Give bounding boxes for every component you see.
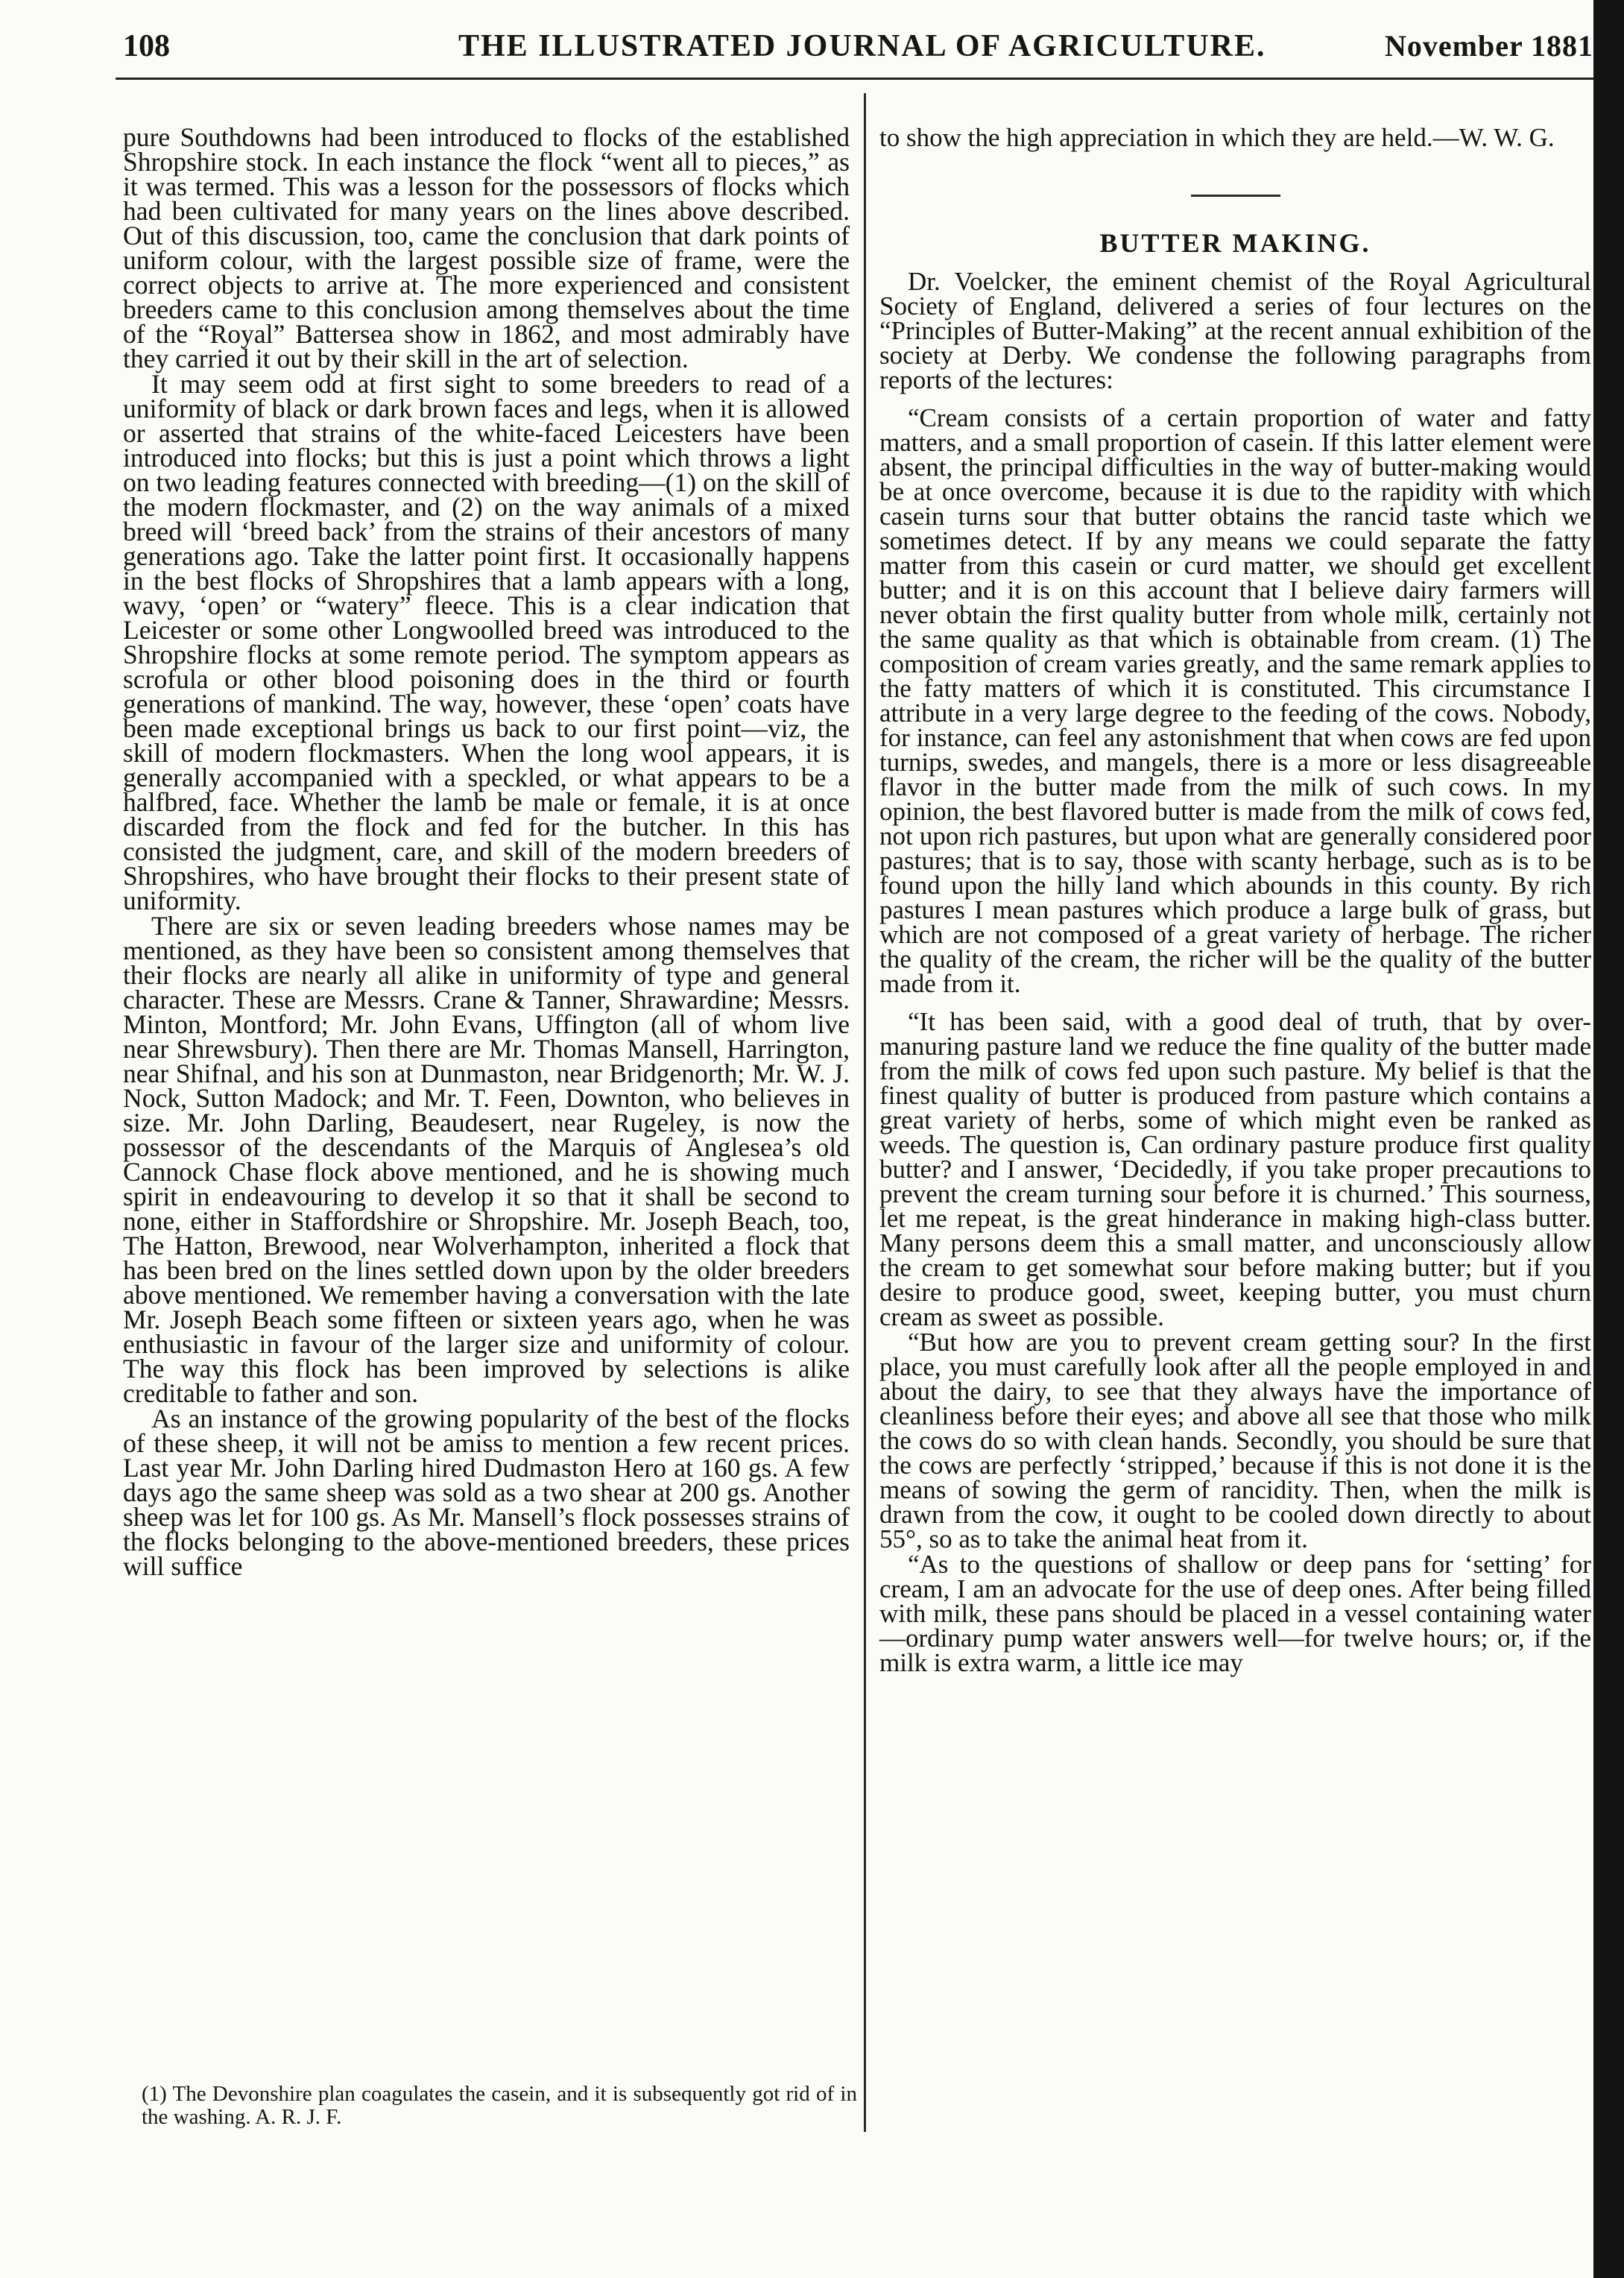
footnote: (1) The Devonshire plan coagulates the casein, and it is subsequently got rid of in the washing. A. R. J. F. bbox=[142, 2082, 857, 2129]
right-column bbox=[879, 125, 1591, 1675]
page-header bbox=[116, 22, 1595, 75]
issue-date: November 1881 bbox=[1385, 29, 1593, 63]
journal-title: THE ILLUSTRATED JOURNAL OF AGRICULTURE. bbox=[458, 29, 1266, 63]
article-title: BUTTER MAKING. bbox=[1099, 228, 1371, 258]
paragraph: “Cream consists of a certain proportion of water and fatty matters, and a small proportion of casein. If this latter element were absent, the principal difficulties in the way of butter-making would be at once overcome, because it is due to the rapidity with which casein turns sour that butter obtains the rancid taste which we sometimes detect. If by any means we could separate the fatty matter from this casein or curd matter, we should get excellent butter; and it is on this account that I believe dairy farmers will never obtain the first quality butter from whole milk, certainly not the same quality as that which is obtainable from cream. (1) The composition of cream varies greatly, and the same remark applies to the fatty matters of which it is constituted. This circumstance I attribute in a very large degree to the feeding of the cows. Nobody, for instance, can feel any astonishment that when cows are fed upon turnips, swedes, and mangels, there is a more or less disagreeable flavor in the butter made from the milk of such cows. In my opinion, the best flavored butter is made from the milk of cows fed, not upon rich pastures, but upon what are generally considered poor pastures; that is to say, those with scanty herbage, such as is to be found upon the hilly land which abounds in this county. By rich pastures I mean pastures which produce a large bulk of grass, but which are not composed of a great variety of herbage. The richer the quality of the cream, the richer will be the quality of the butter made from it. bbox=[879, 403, 1591, 998]
paragraph: pure Southdowns had been introduced to flocks of the established Shropshire stock. In each instance the flock “went all to pieces,” as it was termed. This was a lesson for the possessors of flocks which had been cultivated for many years on the lines above described. Out of this discussion, too, came the conclusion that dark points of uniform colour, with the largest possible size of frame, were the correct objects to arrive at. The more experienced and consistent breeders came to this conclusion among themselves about the time of the “Royal” Battersea show in 1862, and most admirably have they carried it out by their skill in the art of selection. bbox=[123, 122, 850, 373]
paragraph: “It has been said, with a good deal of truth, that by over-manuring pasture land we reduce the fine quality of the butter made from the milk of cows fed upon such pasture. My belief is that the finest quality of butter is produced from pasture which contains a great variety of herbs, some of which might even be ranked as weeds. The question is, Can ordinary pasture produce first quality butter? and I answer, ‘Decidedly, if you take proper precautions to prevent the cream turning sour before it is churned.’ This sourness, let me repeat, is the great hinderance in making high-class butter. Many persons deem this a small matter, and unconsciously allow the cream to get somewhat sour before making butter; but if you desire to produce good, sweet, keeping butter, you must churn cream as sweet as possible. bbox=[879, 1007, 1591, 1331]
scan-edge-shadow bbox=[1593, 0, 1624, 2278]
paragraph: “As to the questions of shallow or deep pans for ‘setting’ for cream, I am an advocate for the use of deep ones. After being filled with milk, these pans should be placed in a vessel containing water—ordinary pump water answers well—for twelve hours; or, if the milk is extra warm, a little ice may bbox=[879, 1550, 1591, 1677]
header-rule bbox=[116, 78, 1595, 80]
page-number: 108 bbox=[123, 29, 170, 63]
column-divider bbox=[864, 93, 866, 2132]
left-column bbox=[123, 122, 850, 1581]
paragraph: It may seem odd at first sight to some breeders to read of a uniformity of black or dark brown faces and legs, when it is allowed or asserted that strains of the white-faced Leicesters have been introduced into flocks; but this is just a point which throws a light on two leading features connected with breeding—(1) on the skill of the modern flockmaster, and (2) on the way animals of a mixed breed will ‘breed back’ from the strains of their ancestors of many generations ago. Take the latter point first. It occasionally happens in the best flocks of Shropshires that a lamb appears with a long, wavy, ‘open’ or “watery” fleece. This is a clear indication that Leicester or some other Longwoolled breed was introduced to the Shropshire flocks at some remote period. The symptom appears as scrofula or other blood poisoning does in the third or fourth generations of mankind. The way, however, these ‘open’ coats have been made exceptional brings us back to our first point—viz, the skill of modern flockmasters. When the long wool appears, it is generally accompanied with a speckled, or what appears to be a halfbred, face. Whether the lamb be male or female, it is at once discarded from the flock and fed for the butcher. In this has consisted the judgment, care, and skill of the modern breeders of Shropshires, who have brought their flocks to their present state of uniformity. bbox=[123, 369, 850, 915]
paragraph: “But how are you to prevent cream getting sour? In the first place, you must carefully look after all the people employed in and about the dairy, to see that they always have the importance of cleanliness before their eyes; and above all see that those who milk the cows do so with clean hands. Secondly, you should be sure that the cows are perfectly ‘stripped,’ because if this is not done it is the means of sowing the germ of rancidity. Then, when the milk is drawn from the cow, it ought to be cooled down directly to about 55°, so as to take the animal heat from it. bbox=[879, 1328, 1591, 1553]
paragraph: Dr. Voelcker, the eminent chemist of the Royal Agricultural Society of England, delivered a series of four lectures on the “Principles of Butter-Making” at the recent annual exhibition of the society at Derby. We condense the following paragraphs from reports of the lectures: bbox=[879, 267, 1591, 394]
paragraph: There are six or seven leading breeders whose names may be mentioned, as they have been so consistent among themselves that their flocks are nearly all alike in uniformity of type and general character. These are Messrs. Crane & Tanner, Shrawardine; Messrs. Minton, Montford; Mr. John Evans, Uffington (all of whom live near Shrewsbury). Then there are Mr. Thomas Mansell, Harrington, near Shifnal, and his son at Dunmaston, near Bridgenorth; Mr. W. J. Nock, Sutton Madock; and Mr. T. Feen, Downton, who believes in size. Mr. John Darling, Beaudesert, near Rugeley, is now the possessor of the descendants of the Marquis of Anglesea’s old Cannock Chase flock above mentioned, and he is showing much spirit in endeavouring to develop it so that it shall be second to none, either in Staffordshire or Shropshire. Mr. Joseph Beach, too, The Hatton, Brewood, near Wolverhampton, inherited a flock that has been bred on the lines settled down upon by the older breeders above mentioned. We remember having a conversation with the late Mr. Joseph Beach some fifteen or sixteen years ago, when he was enthusiastic in favour of the larger size and uniformity of colour. The way this flock has been improved by selections is alike creditable to father and son. bbox=[123, 911, 850, 1408]
section-separator bbox=[1191, 195, 1280, 197]
paragraph: As an instance of the growing popularity of the best of the flocks of these sheep, it will not be amiss to mention a few recent prices. Last year Mr. John Darling hired Dudmaston Hero at 160 gs. A few days ago the same sheep was sold as a two shear at 200 gs. Another sheep was let for 100 gs. As Mr. Mansell’s flock possesses strains of the flocks belonging to the above-mentioned breeders, these prices will suffice bbox=[123, 1404, 850, 1581]
continued-text: to show the high appreciation in which they are held.—W. W. G. bbox=[879, 123, 1555, 152]
